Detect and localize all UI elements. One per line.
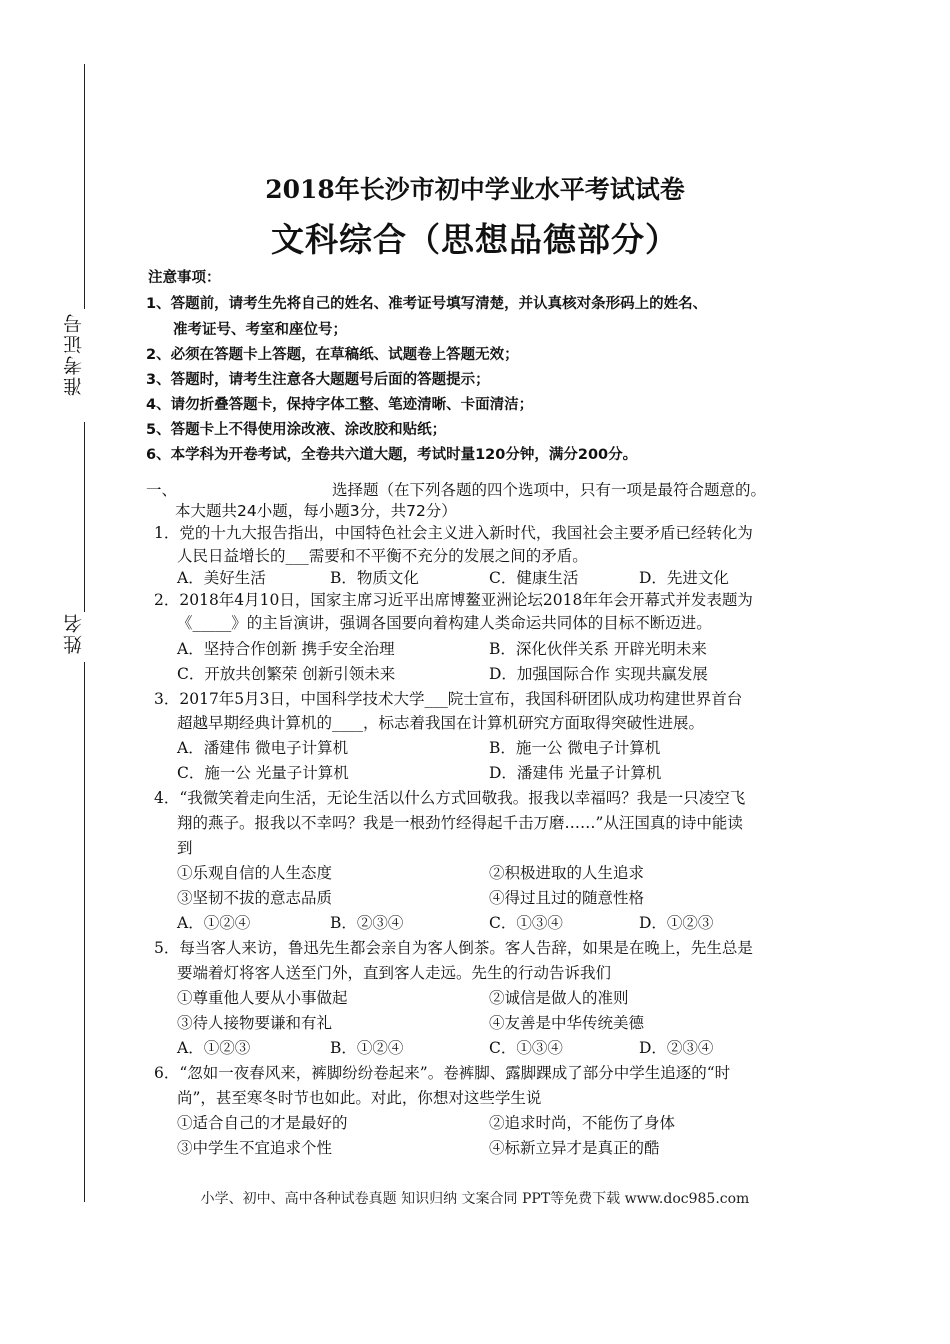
option-a: A．美好生活 <box>177 569 266 587</box>
statement: ①适合自己的才是最好的 <box>177 1114 348 1132</box>
question-4-text: 到 <box>177 839 193 857</box>
option-a: A．坚持合作创新 携手安全治理 <box>177 640 395 658</box>
question-6-text: 尚”，甚至寒冬时节也如此。对此，你想对这些学生说 <box>177 1089 542 1107</box>
option-b: B．物质文化 <box>330 569 419 587</box>
option-c: C．①③④ <box>489 1039 563 1057</box>
option-b: B．施一公 微电子计算机 <box>489 739 661 757</box>
statement: ①尊重他人要从小事做起 <box>177 989 348 1007</box>
notice-item: 4、请勿折叠答题卡，保持字体工整、笔迹清晰、卡面清洁； <box>146 397 534 413</box>
question-6-text: 6．“忽如一夜春风来，裤脚纷纷卷起来”。卷裤脚、露脚踝成了部分中学生追逐的“时 <box>154 1064 731 1082</box>
section-heading: 选择题（在下列各题的四个选项中，只有一项是最符合题意的。 <box>332 481 767 499</box>
section-subheading: 本大题共24小题，每小题3分，共72分） <box>175 502 457 520</box>
notice-item: 3、答题时，请考生注意各大题题号后面的答题提示； <box>146 372 490 388</box>
exam-title: 2018年长沙市初中学业水平考试试卷 <box>265 175 685 204</box>
notice-item: 准考证号、考室和座位号； <box>173 322 347 338</box>
option-a: A．①②④ <box>177 914 251 932</box>
statement: ①乐观自信的人生态度 <box>177 864 333 882</box>
question-2-text: 2．2018年4月10日，国家主席习近平出席博鳌亚洲论坛2018年年会开幕式并发表题为 <box>154 591 753 609</box>
question-4-text: 4．“我微笑着走向生活，无论生活以什么方式回敬我。报我以幸福吗？我是一只凌空飞 <box>154 789 746 807</box>
question-1-text: 人民日益增长的___需要和不平衡不充分的发展之间的矛盾。 <box>177 547 588 565</box>
option-c: C．①③④ <box>489 914 563 932</box>
statement: ③中学生不宜追求个性 <box>177 1139 333 1157</box>
question-3-text: 3．2017年5月3日，中国科学技术大学___院士宣布，我国科研团队成功构建世界首台 <box>154 690 743 708</box>
question-5-text: 要端着灯将客人送至门外，直到客人走远。先生的行动告诉我们 <box>177 964 612 982</box>
notice-item: 6、本学科为开卷考试，全卷共六道大题，考试时量120分钟，满分200分。 <box>146 447 638 463</box>
statement: ④标新立异才是真正的酷 <box>489 1139 660 1157</box>
option-d: D．加强国际合作 实现共赢发展 <box>489 665 708 683</box>
option-b: B．①②④ <box>330 1039 404 1057</box>
statement: ④友善是中华传统美德 <box>489 1014 645 1032</box>
question-5-text: 5．每当客人来访，鲁迅先生都会亲自为客人倒茶。客人告辞，如果是在晚上，先生总是 <box>154 939 753 957</box>
option-a: A．潘建伟 微电子计算机 <box>177 739 349 757</box>
section-number: 一、 <box>146 481 178 499</box>
exam-subtitle: 文科综合（思想品德部分） <box>271 220 679 259</box>
statement: ②追求时尚，不能伤了身体 <box>489 1114 676 1132</box>
statement: ③坚韧不拔的意志品质 <box>177 889 333 907</box>
statement: ②诚信是做人的准则 <box>489 989 629 1007</box>
question-2-text: 《_____》的主旨演讲，强调各国要向着构建人类命运共同体的目标不断迈进。 <box>177 614 712 632</box>
notice-heading: 注意事项： <box>148 270 221 286</box>
margin-line-middle <box>84 422 85 612</box>
option-b: B．②③④ <box>330 914 404 932</box>
notice-item: 5、答题卡上不得使用涂改液、涂改胶和贴纸； <box>146 422 447 438</box>
option-c: C．开放共创繁荣 创新引领未来 <box>177 665 396 683</box>
option-d: D．①②③ <box>639 914 714 932</box>
question-3-text: 超越早期经典计算机的____，标志着我国在计算机研究方面取得突破性进展。 <box>177 714 705 732</box>
exam-number-label: 准考证号 <box>63 312 85 396</box>
option-a: A．①②③ <box>177 1039 251 1057</box>
margin-line-bottom <box>84 662 85 1202</box>
statement: ②积极进取的人生追求 <box>489 864 645 882</box>
question-1-text: 1．党的十九大报告指出，中国特色社会主义进入新时代，我国社会主要矛盾已经转化为 <box>154 524 753 542</box>
name-label: 姓名 <box>63 612 85 654</box>
option-b: B．深化伙伴关系 开辟光明未来 <box>489 640 707 658</box>
option-c: C．施一公 光量子计算机 <box>177 764 349 782</box>
option-d: D．先进文化 <box>639 569 729 587</box>
statement: ③待人接物要谦和有礼 <box>177 1014 333 1032</box>
notice-item: 1、答题前，请考生先将自己的姓名、准考证号填写清楚，并认真核对条形码上的姓名、 <box>146 296 708 312</box>
notice-item: 2、必须在答题卡上答题，在草稿纸、试题卷上答题无效； <box>146 347 519 363</box>
question-4-text: 翔的燕子。报我以不幸吗？我是一根劲竹经得起千击万磨……”从汪国真的诗中能读 <box>177 814 743 832</box>
option-d: D．潘建伟 光量子计算机 <box>489 764 662 782</box>
option-c: C．健康生活 <box>489 569 579 587</box>
statement: ④得过且过的随意性格 <box>489 889 645 907</box>
page-footer: 小学、初中、高中各种试卷真题 知识归纳 文案合同 PPT等免费下载 www.doc985.com <box>200 1191 750 1207</box>
option-d: D．②③④ <box>639 1039 714 1057</box>
